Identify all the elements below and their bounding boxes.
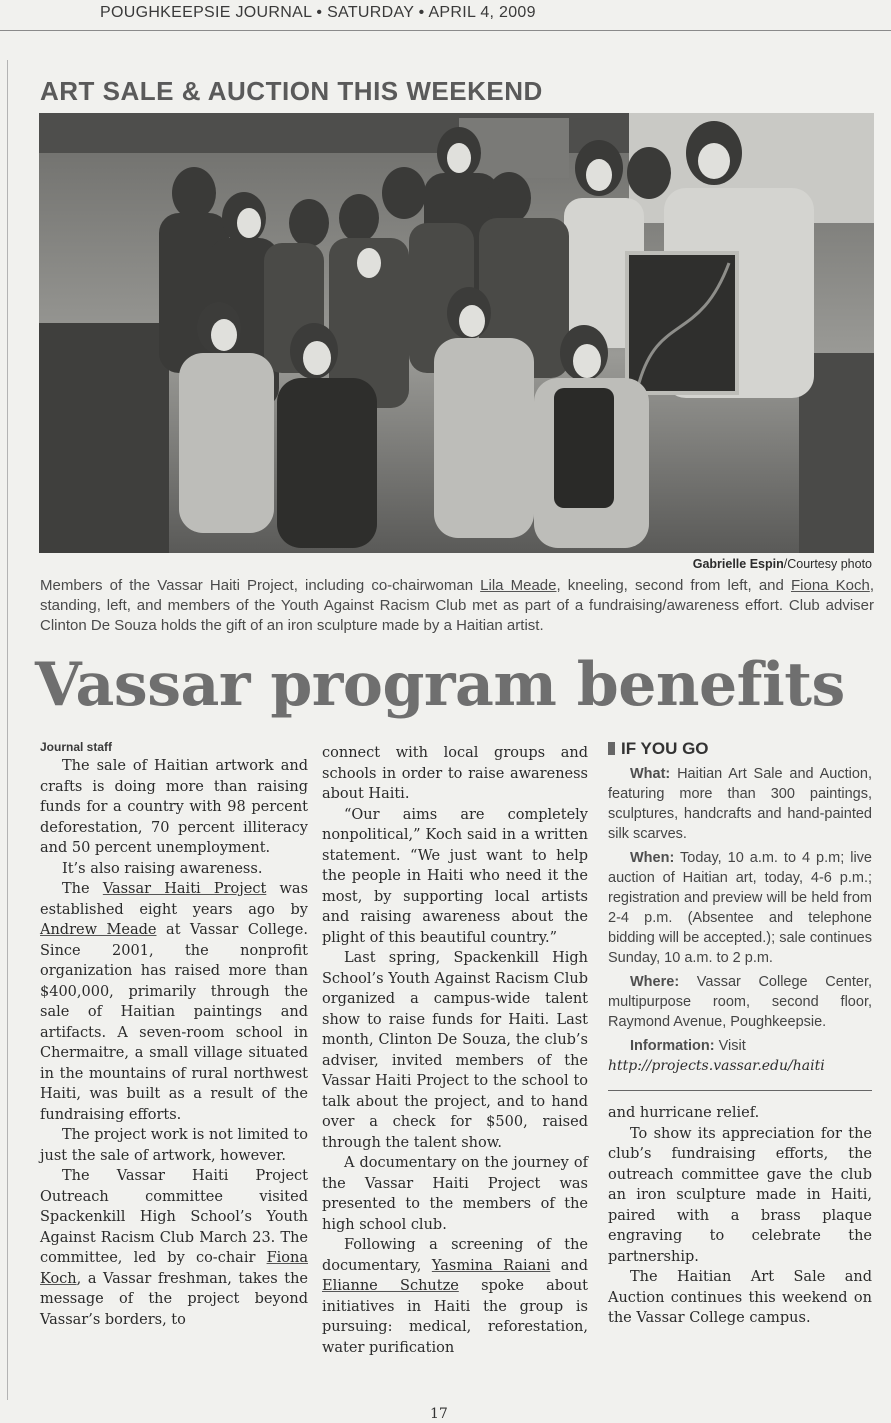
paragraph: and hurricane relief. [608, 1105, 760, 1121]
text: was established eight years ago by [40, 881, 309, 918]
underlined-name: Vassar Haiti Project [102, 881, 267, 897]
information-label: Information: [630, 1038, 715, 1054]
event-information [608, 1036, 872, 1076]
underlined-name: Elianne Schutze [322, 1278, 459, 1294]
text: , a Vassar freshman, takes the message of the project beyond Vassar’s borders, to [40, 1270, 308, 1328]
byline: Journal staff [40, 740, 113, 754]
text: spoke about initiatives in Haiti the group is pursuing: medical, reforestation, water purification [322, 1278, 588, 1356]
paragraph: It’s also raising awareness. [62, 860, 263, 877]
paragraph: The sale of Haitian artwork and crafts is doing more than raising funds for a country with 98 percent deforestation, 70 percent illiteracy and 50 percent unemployment. [40, 758, 308, 856]
caption-name-lila: Lila Meade [480, 577, 557, 594]
text: Following a screening of the documentary, [322, 1237, 588, 1274]
underlined-name: Andrew Meade [40, 922, 157, 938]
text: The [62, 881, 103, 897]
paragraph: To show its appreciation for the club’s fundraising efforts, the outreach committee gave the club an iron sculpture made in Haiti, paired with a brass plaque engraving to celebrate the partnership. [608, 1125, 872, 1265]
paragraph [40, 879, 308, 1125]
photo-source: /Courtesy photo [783, 557, 872, 571]
underlined-name: Yasmina Raiani [431, 1257, 551, 1274]
event-what [608, 764, 872, 844]
paragraph: A documentary on the journey of the Vassar Haiti Project was presented to the members of the high school club. [322, 1155, 588, 1233]
underlined-name: Fiona Koch [40, 1250, 308, 1287]
text: The Vassar Haiti Project Outreach committee visited Spackenkill High School’s Youth Against Racism Club March 23. The committee, led by co-chair [40, 1168, 308, 1266]
headline: Vassar program benefits [35, 650, 845, 720]
photo-caption [40, 576, 874, 636]
article-column-3 [608, 738, 872, 1329]
caption-text-2: , kneeling, second from left, and [556, 577, 791, 594]
paragraph: “Our aims are completely nonpolitical,” Koch said in a written statement. “We just want to help the people in Haiti who need it the most, by supporting local artists and raising awareness about the plight of this beautiful country.” [322, 806, 588, 946]
event-url: http://projects.vassar.edu/haiti [608, 1058, 825, 1074]
what-label: What: [630, 766, 671, 782]
page-number: 17 [430, 1406, 448, 1422]
if-you-go-box [608, 738, 872, 1091]
caption-name-fiona: Fiona Koch [791, 577, 870, 594]
box-divider [608, 1090, 872, 1091]
photo-credit [0, 557, 872, 571]
event-where [608, 972, 872, 1032]
information-value: Visit [714, 1038, 746, 1054]
if-you-go-heading [608, 738, 872, 760]
paragraph [322, 1235, 588, 1358]
if-you-go-title: IF YOU GO [621, 739, 709, 758]
paragraph [40, 1166, 308, 1330]
where-label: Where: [630, 974, 680, 990]
photographer-name: Gabrielle Espin [692, 557, 784, 571]
article-column-1 [40, 738, 308, 1330]
kicker-heading: ART SALE & AUCTION THIS WEEKEND [40, 76, 543, 106]
when-value: Today, 10 a.m. to 4 p.m; live auction of Haitian art, today, 4-6 p.m.; registration and preview will be held from 2-4 p.m. (Absentee and telephone bidding will be accepted.); sale continues Sunday, 10 a.m. to 2 p.m. [608, 850, 872, 966]
paragraph: The Haitian Art Sale and Auction continues this weekend on the Vassar College campus. [608, 1269, 872, 1326]
what-value: Haitian Art Sale and Auction, featuring more than 300 paintings, sculptures, handcrafts and hand-painted silk scarves. [608, 766, 872, 842]
group-photo [39, 113, 874, 553]
paragraph: Last spring, Spackenkill High School’s Youth Against Racism Club organized a campus-wide talent show to raise funds for Haiti. Last month, Clinton De Souza, the club’s adviser, invited members of the Vassar Haiti Project to the school to talk about the project, and to hand over a check for $500, raised through the talent show. [322, 950, 588, 1151]
where-value: Vassar College Center, multipurpose room, second floor, Raymond Avenue, Poughkeepsie. [608, 974, 872, 1030]
event-when [608, 848, 872, 968]
paragraph: The project work is not limited to just the sale of artwork, however. [40, 1127, 308, 1164]
group-photo-image [39, 113, 874, 553]
masthead: POUGHKEEPSIE JOURNAL • SATURDAY • APRIL 4, 2009 [100, 4, 536, 21]
paragraph: connect with local groups and schools in order to raise awareness about Haiti. [322, 745, 588, 802]
page-edge-rule [7, 60, 8, 1400]
bullet-square-icon [608, 742, 615, 755]
article-column-2 [322, 743, 588, 1358]
text: at Vassar College. Since 2001, the nonprofit organization has raised more than $400,000, primarily through the sale of Haitian paintings and artifacts. A seven-room school in Chermaitre, a small village situated in the mountains of rural northwest Haiti, was built as a result of the fundraising efforts. [40, 922, 308, 1123]
caption-text-3: , standing, left, and members of the Youth Against Racism Club met as part of a fundraising/awareness effort. Club adviser Clinton De Souza holds the gift of an iron sculpture made by a Haitian artist. [40, 577, 874, 634]
caption-text-1: Members of the Vassar Haiti Project, including co-chairwoman [40, 577, 481, 594]
text: and [550, 1257, 589, 1274]
masthead-rule [0, 30, 891, 31]
when-label: When: [630, 850, 675, 866]
